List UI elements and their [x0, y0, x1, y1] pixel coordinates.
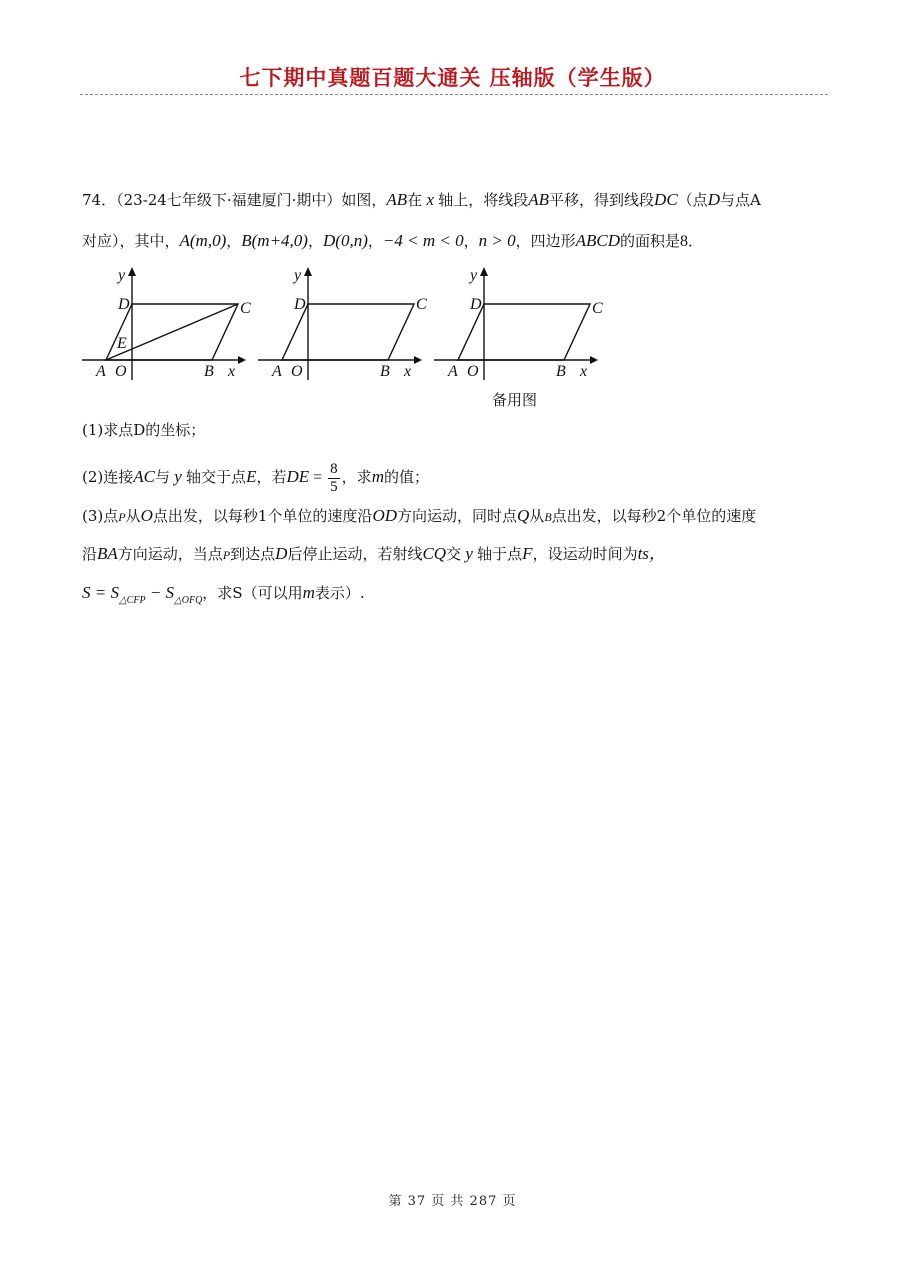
page-footer: 第 37 页 共 287 页: [388, 1194, 517, 1209]
figure-3-backup: [430, 264, 603, 382]
problem-source: （23-24七年级下·福建厦门·期中）如图，: [116, 191, 387, 209]
fraction-de: $\frac{8}{5}$: [330, 460, 338, 495]
question-3-line-1: (3)点P从O点出发，以每秒1个单位的速度沿OD方向运动，同时点Q从B点出发，以每秒2个单位的速度: [82, 506, 757, 525]
label-b: B: [380, 363, 390, 380]
problem-line-2: 对应），其中，A(m,0)，B(m+4,0)，D(0,n)，−4 < m < 0，n > 0，四边形ABCD的面积是8．: [82, 231, 704, 250]
label-x: x: [404, 363, 412, 380]
label-y: y: [118, 267, 126, 284]
question-3-line-2: 沿BA方向运动，当点P到达点D后停止运动，若射线CQ交 y 轴于点F，设运动时间为ts，: [82, 544, 666, 563]
label-a: A: [272, 363, 282, 380]
label-o: O: [467, 363, 479, 380]
label-y: y: [294, 267, 302, 284]
figure-caption: 备用图: [492, 391, 538, 409]
problem-line-1: 74．（23-24七年级下·福建厦门·期中）如图，AB在 x 轴上，将线段AB平移，得到线段DC（点D与点A: [82, 190, 761, 209]
label-b: B: [556, 363, 566, 380]
label-a: A: [448, 363, 458, 380]
label-c: C: [592, 300, 603, 317]
figure-2: [254, 264, 427, 382]
label-a: A: [96, 363, 106, 380]
figure-1: [78, 264, 251, 382]
point-d-coord: D(0,n): [323, 231, 368, 250]
label-d: D: [118, 296, 130, 313]
page-header-title: 七下期中真题百题大通关 压轴版（学生版）: [239, 66, 666, 90]
condition-n: n > 0: [478, 231, 516, 250]
question-1: (1)求点D的坐标；: [82, 421, 206, 439]
question-3-line-3: $S = S_{\triangle CFP} - S_{\triangle OFQ}$，求S（可以用m表示）.: [82, 583, 365, 606]
s-formula: $S = S_{\triangle CFP} - S_{\triangle OFQ}$: [82, 583, 203, 606]
label-d: D: [294, 296, 306, 313]
area-value: 8: [680, 233, 688, 250]
label-c: C: [240, 300, 251, 317]
label-c: C: [416, 296, 427, 313]
label-e: E: [117, 335, 127, 352]
label-y: y: [470, 267, 478, 284]
label-x: x: [228, 363, 236, 380]
label-o: O: [115, 363, 127, 380]
condition-m: −4 < m < 0: [382, 231, 464, 250]
label-d: D: [470, 296, 482, 313]
label-o: O: [291, 363, 303, 380]
label-x: x: [580, 363, 588, 380]
problem-number: 74: [82, 191, 102, 209]
point-b-coord: B(m+4,0): [241, 231, 308, 250]
question-2: (2)连接AC与 y 轴交于点E，若DE = $\frac{8}{5}$ ，求m的值；: [82, 460, 429, 495]
label-b: B: [204, 363, 214, 380]
point-a-coord: A(m,0): [179, 231, 227, 250]
header-divider: [80, 94, 828, 95]
